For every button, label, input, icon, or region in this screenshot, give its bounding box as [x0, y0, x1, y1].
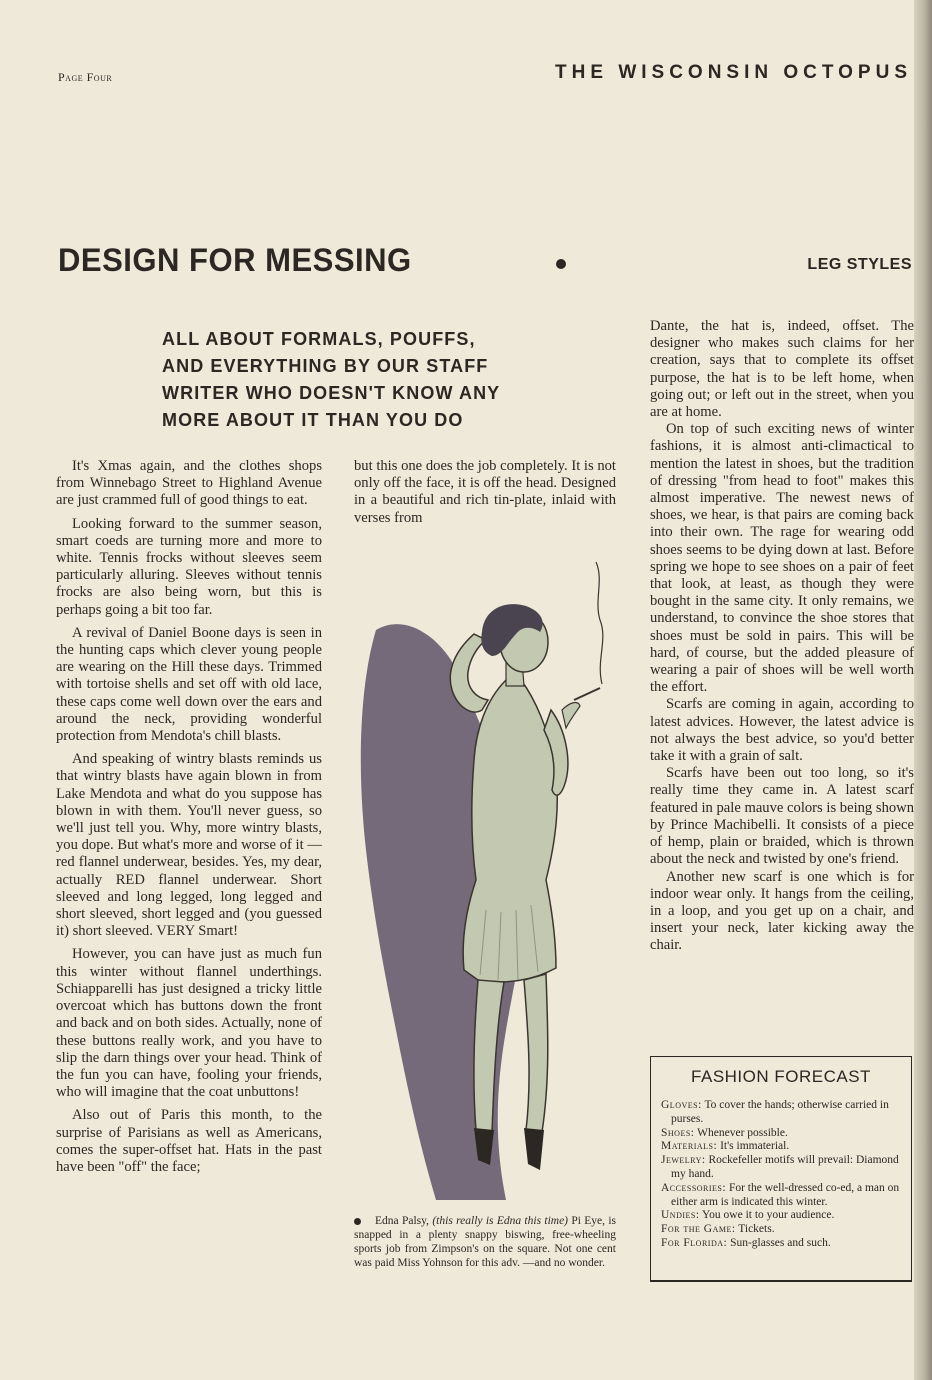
forecast-item: [661, 1237, 901, 1251]
paragraph: It's Xmas again, and the clothes shops from Winnebago Street to Highland Avenue are just crammed full of good things to eat.: [56, 458, 322, 509]
body-column-2: [354, 458, 616, 533]
forecast-title: FASHION FORECAST: [691, 1067, 871, 1086]
paragraph: And speaking of wintry blasts reminds us that wintry blasts have again blown in from Lake Mendota and what do you suppose has blown in with them. You'll never guess, so we'll just tell you. Why, more wintry blasts, you dope. But what's more and worse of it — red flannel underwear, besides. Yes, my dear, actually RED flannel underwear. Short sleeved and long legged, long legged and short sleeved, short legged and (you guessed it) short sleeved. VERY Smart!: [56, 751, 322, 940]
forecast-text: For the well-dressed co-ed, a man on either arm is indicated this winter.: [671, 1181, 900, 1208]
paragraph: Dante, the hat is, indeed, offset. The designer who makes such claims for her creation, says that to complete its offset purpose, the hat is to be left home, when going out; or left out in the street, when you are at home.: [650, 318, 914, 421]
cigarette-smoke: [596, 562, 603, 684]
forecast-key: Gloves:: [661, 1099, 702, 1111]
deck-line: MORE ABOUT IT THAN YOU DO: [162, 410, 464, 430]
figure-hand: [562, 703, 580, 728]
forecast-item: [661, 1154, 901, 1182]
page-edge-shadow: [914, 0, 932, 1380]
cigarette: [574, 688, 600, 700]
forecast-key: Shoes:: [661, 1126, 695, 1139]
paragraph: Scarfs are coming in again, according to latest advices. However, the latest advice is not always the best advice, so you'd better take it with a grain of salt.: [650, 696, 914, 765]
caption-body: Pi Eye, is snapped in a plenty snappy biswing, free-wheeling sports job from Zimpson's on the square. Not one cent was paid Miss Yohnson for this adv. —and no wonder.: [354, 1215, 617, 1269]
caption-aside: (this really is Edna this time): [432, 1215, 569, 1227]
paragraph: but this one does the job completely. It is not only off the face, it is off the head. Designed in a beautiful and rich tin-plate, inlaid with verses from: [354, 458, 616, 526]
forecast-text: To cover the hands; otherwise carried in purses.: [671, 1099, 889, 1125]
forecast-key: For Florida:: [661, 1236, 728, 1249]
deck-line: AND EVERYTHING BY OUR STAFF: [162, 356, 489, 376]
page-number: Page Four: [58, 70, 113, 84]
paragraph: Scarfs have been out too long, so it's really time they came in. A latest scarf featured in pale mauve colors is being shown by Prince Machibelli. It consists of a piece of hemp, plain or braided, which is thrown about the neck and twisted by one's friend.: [650, 765, 914, 868]
article-deck: [162, 326, 522, 434]
body-column-1: [56, 458, 322, 1182]
deck-line: ALL ABOUT FORMALS, POUFFS,: [162, 329, 476, 349]
forecast-key: Undies:: [661, 1209, 700, 1222]
fashion-illustration: [356, 560, 616, 1210]
illustration-caption: [354, 1214, 616, 1270]
paragraph: Another new scarf is one which is for indoor wear only. It hangs from the ceiling, in a loop, and you get up on a chair, and insert your neck, later kicking away the chair.: [650, 868, 914, 954]
paragraph: A revival of Daniel Boone days is seen in the hunting caps which clever young people are wearing on the Hill these days. Trimmed with tortoise shells and set off with old lace, these caps come well down over the ears and around the neck, providing wonderful protection from Mendota's chill blasts.: [56, 624, 322, 745]
magazine-title: THE WISCONSIN OCTOPUS: [555, 62, 912, 83]
forecast-item: [661, 1209, 901, 1223]
forecast-item: [661, 1127, 901, 1141]
paragraph: Looking forward to the summer season, smart coeds are turning more and more to white. Tennis frocks without sleeves seem particularly alluring. Sleeves without tennis frocks are also being worn, but this is perhaps going a bit too far.: [56, 515, 322, 618]
forecast-key: Accessories:: [661, 1181, 727, 1194]
forecast-key: Jewelry:: [661, 1154, 706, 1167]
forecast-text: Rockefeller motifs will prevail: Diamond my hand.: [671, 1154, 899, 1180]
fashion-forecast-box: [650, 1056, 912, 1282]
forecast-item: [661, 1140, 901, 1154]
forecast-key: Materials:: [661, 1140, 718, 1153]
caption-name: Edna Palsy,: [375, 1215, 430, 1227]
article-title: DESIGN FOR MESSING: [58, 242, 412, 278]
forecast-item: [661, 1099, 901, 1127]
forecast-text: Tickets.: [738, 1223, 775, 1236]
forecast-item: [661, 1182, 901, 1210]
forecast-item: [661, 1223, 901, 1237]
paragraph: Also out of Paris this month, to the surprise of Parisians as well as Americans, comes the super-offset hat. Hats in the past have been "off" the face;: [56, 1107, 322, 1175]
caption-bullet: [354, 1218, 361, 1225]
deck-line: WRITER WHO DOESN'T KNOW ANY: [162, 383, 501, 403]
forecast-key: For the Game:: [661, 1223, 736, 1236]
paragraph: However, you can have just as much fun this winter without flannel underthings. Schiapparelli has just designed a tricky little overcoat which has buttons down the front and back and on both sides. Actually, none of these buttons really work, and you have to slip the darn things over your head. Think of the fun you can have, fooling your friends, who will imagine that the coat unbuttons!: [56, 946, 322, 1101]
forecast-text: Sun-glasses and such.: [730, 1236, 831, 1249]
section-label: LEG STYLES: [807, 256, 912, 273]
paragraph: On top of such exciting news of winter fashions, it is almost anti-climactical to mention the latest in shoes, but the tradition of dressing "from head to foot" makes this almost imperative. The newest news of shoes, we hear, is that pairs are coming back into their own. The rage for wearing odd shoes seems to be dying down at last. Before spring we hope to see shoes on a pair of feet that look, at least, as though they were bought in the same city. It only remains, we understand, to convince the shoe stores that shoes must be sold in pairs. This will be hard, of course, but the added pleasure of wearing a pair of shoes will be well worth the effort.: [650, 421, 914, 696]
forecast-text: You owe it to your audience.: [702, 1209, 835, 1222]
body-column-3: [650, 318, 914, 955]
title-bullet: [556, 259, 566, 269]
forecast-text: It's immaterial.: [720, 1140, 790, 1153]
forecast-text: Whenever possible.: [697, 1126, 788, 1139]
